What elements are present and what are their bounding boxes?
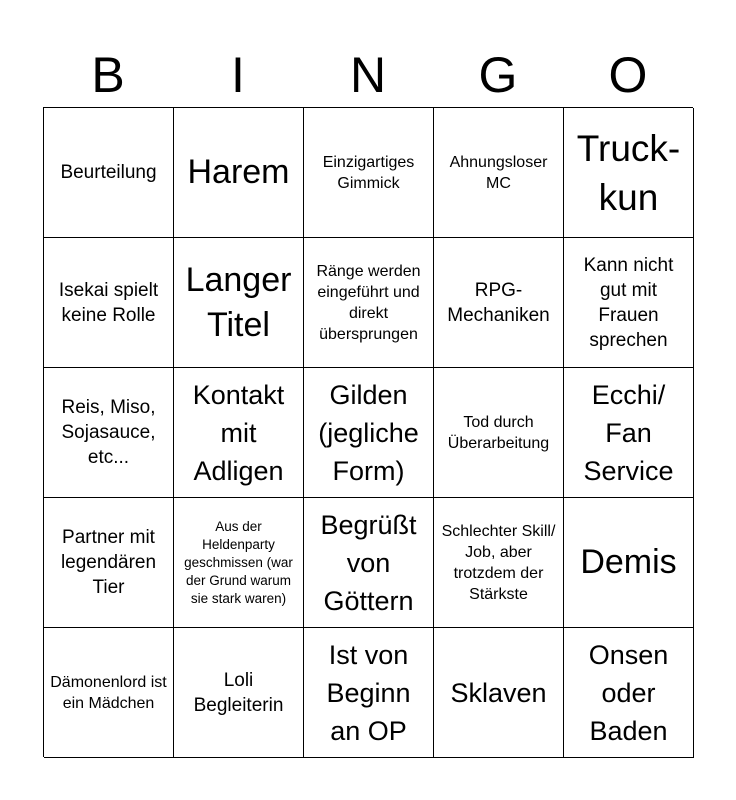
bingo-cell-label: Kann nicht gut mit Frauen sprechen [583, 254, 674, 351]
bingo-cell-label: Reis, Miso, Sojasauce, etc... [61, 397, 156, 468]
bingo-cell-label: Tod durch Überarbeitung [447, 413, 550, 452]
bingo-cell-label: Isekai spielt keine Rolle [58, 279, 159, 326]
bingo-cell-label: Ecchi/ Fan Service [583, 379, 674, 486]
bingo-cell-label: Ahnungsloser MC [449, 153, 548, 192]
bingo-cell-label: Truck-kun [576, 127, 681, 218]
bingo-cell[interactable] [434, 498, 564, 628]
bingo-cell[interactable] [434, 628, 564, 758]
bingo-cell[interactable] [174, 238, 304, 368]
bingo-cell[interactable] [304, 628, 434, 758]
bingo-cell-label: Ist von Beginn an OP [326, 639, 411, 746]
bingo-cell[interactable] [174, 498, 304, 628]
bingo-cell[interactable] [434, 108, 564, 238]
header-letter-g: G [478, 47, 518, 103]
bingo-cell[interactable] [44, 498, 174, 628]
bingo-cell[interactable] [44, 238, 174, 368]
bingo-cell[interactable] [564, 498, 694, 628]
bingo-cell-label: Langer Titel [185, 260, 292, 344]
bingo-cell-label: Harem [187, 153, 290, 191]
bingo-cell[interactable] [564, 368, 694, 498]
bingo-cell[interactable] [174, 368, 304, 498]
bingo-cell-label: Aus der Heldenparty geschmissen (war der Grund warum sie stark waren) [184, 518, 293, 606]
bingo-cell-label: Kontakt mit Adligen [192, 379, 285, 486]
bingo-cell-label: Gilden (jegliche Form) [318, 379, 419, 486]
bingo-cell[interactable] [44, 108, 174, 238]
bingo-cell-label: Partner mit legendären Tier [60, 527, 157, 598]
header-letter-n: N [349, 47, 387, 103]
bingo-cell[interactable] [44, 628, 174, 758]
header-letter-i: I [231, 47, 245, 103]
bingo-cell-label: Onsen oder Baden [588, 639, 669, 746]
header-letter-b: B [91, 47, 125, 103]
bingo-card-grid [43, 107, 693, 757]
bingo-cell-label: Schlechter Skill/ Job, aber trotzdem der Stärkste [441, 522, 556, 603]
bingo-cell[interactable] [304, 108, 434, 238]
bingo-cell[interactable] [174, 628, 304, 758]
bingo-cell[interactable] [434, 368, 564, 498]
bingo-cell-label: Einzigartiges Gimmick [322, 153, 415, 192]
bingo-cell[interactable] [304, 368, 434, 498]
bingo-cell[interactable] [564, 628, 694, 758]
bingo-cell[interactable] [564, 108, 694, 238]
bingo-cell-label: Ränge werden eingeführt und direkt übersprungen [316, 262, 421, 343]
bingo-cell-label: Loli Begleiterin [193, 669, 284, 716]
bingo-cell[interactable] [174, 108, 304, 238]
header-letter-o: O [608, 47, 648, 103]
bingo-cell-label: Beurteilung [60, 162, 157, 183]
bingo-cell[interactable] [564, 238, 694, 368]
bingo-cell-label: Demis [580, 543, 677, 581]
bingo-cell[interactable] [434, 238, 564, 368]
bingo-cell-label: Dämonenlord ist ein Mädchen [50, 673, 167, 712]
bingo-cell[interactable] [304, 238, 434, 368]
bingo-header [43, 42, 693, 108]
bingo-cell[interactable] [304, 498, 434, 628]
bingo-cell-label: Sklaven [450, 677, 547, 708]
bingo-cell-label: Begrüßt von Göttern [320, 509, 417, 616]
bingo-cell[interactable] [44, 368, 174, 498]
bingo-cell-label: RPG-Mechaniken [447, 279, 550, 326]
